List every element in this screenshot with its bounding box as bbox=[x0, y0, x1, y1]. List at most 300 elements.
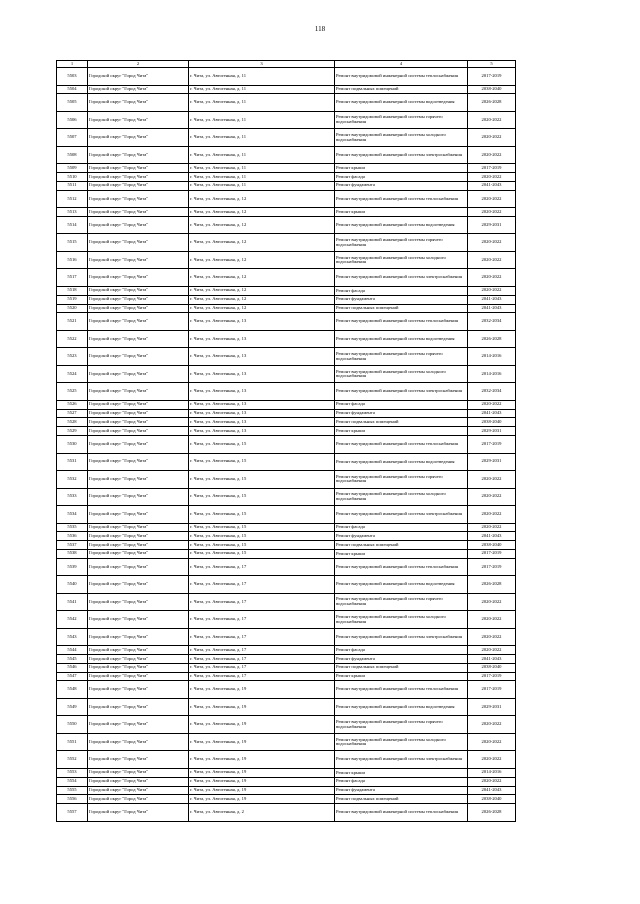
municipality-cell: Городской округ "Город Чита" bbox=[88, 427, 189, 436]
municipality-cell: Городской округ "Город Чита" bbox=[88, 646, 189, 655]
row-number-cell: 5509 bbox=[57, 164, 88, 173]
address-cell: г. Чита, ул. Автогенная, д. 11 bbox=[189, 94, 335, 112]
period-cell: 2020-2022 bbox=[468, 593, 516, 611]
work-type-cell: Ремонт внутридомовой инженерной системы электроснабжения bbox=[335, 628, 468, 646]
work-type-cell: Ремонт фундамента bbox=[335, 655, 468, 664]
table-row bbox=[57, 663, 516, 672]
period-cell: 2020-2022 bbox=[468, 129, 516, 147]
work-type-cell: Ремонт фундамента bbox=[335, 295, 468, 304]
row-number-cell: 5537 bbox=[57, 541, 88, 550]
period-cell: 2029-2031 bbox=[468, 216, 516, 234]
address-cell: г. Чита, ул. Автогенная, д. 12 bbox=[189, 208, 335, 217]
municipality-cell: Городской округ "Город Чита" bbox=[88, 777, 189, 786]
table-row bbox=[57, 681, 516, 699]
address-cell: г. Чита, ул. Автогенная, д. 17 bbox=[189, 611, 335, 629]
municipality-cell: Городской округ "Город Чита" bbox=[88, 655, 189, 664]
address-cell: г. Чита, ул. Автогенная, д. 12 bbox=[189, 216, 335, 234]
period-cell: 2020-2022 bbox=[468, 611, 516, 629]
address-cell: г. Чита, ул. Автогенная, д. 17 bbox=[189, 646, 335, 655]
header-cell-2: 2 bbox=[88, 61, 189, 68]
address-cell: г. Чита, ул. Автогенная, д. 15 bbox=[189, 506, 335, 524]
table-row bbox=[57, 286, 516, 295]
municipality-cell: Городской округ "Город Чита" bbox=[88, 365, 189, 383]
row-number-cell: 5547 bbox=[57, 672, 88, 681]
address-cell: г. Чита, ул. Автогенная, д. 17 bbox=[189, 628, 335, 646]
municipality-cell: Городской округ "Город Чита" bbox=[88, 576, 189, 594]
municipality-cell: Городской округ "Город Чита" bbox=[88, 751, 189, 769]
address-cell: г. Чита, ул. Автогенная, д. 19 bbox=[189, 733, 335, 751]
header-row bbox=[57, 61, 516, 68]
table-row bbox=[57, 786, 516, 795]
address-cell: г. Чита, ул. Автогенная, д. 19 bbox=[189, 681, 335, 699]
table-row bbox=[57, 94, 516, 112]
address-cell: г. Чита, ул. Автогенная, д. 19 bbox=[189, 786, 335, 795]
work-type-cell: Ремонт внутридомовой инженерной системы теплоснабжения bbox=[335, 68, 468, 86]
municipality-cell: Городской округ "Город Чита" bbox=[88, 628, 189, 646]
row-number-cell: 5527 bbox=[57, 409, 88, 418]
table-row bbox=[57, 549, 516, 558]
row-number-cell: 5554 bbox=[57, 777, 88, 786]
address-cell: г. Чита, ул. Автогенная, д. 11 bbox=[189, 164, 335, 173]
work-type-cell: Ремонт крыши bbox=[335, 208, 468, 217]
address-cell: г. Чита, ул. Автогенная, д. 19 bbox=[189, 751, 335, 769]
period-cell: 2029-2031 bbox=[468, 427, 516, 436]
capital-repair-table bbox=[56, 60, 516, 822]
period-cell: 2041-2043 bbox=[468, 304, 516, 313]
period-cell: 2026-2028 bbox=[468, 804, 516, 822]
municipality-cell: Городской округ "Город Чита" bbox=[88, 418, 189, 427]
period-cell: 2038-2040 bbox=[468, 795, 516, 804]
period-cell: 2038-2040 bbox=[468, 541, 516, 550]
municipality-cell: Городской округ "Город Чита" bbox=[88, 383, 189, 401]
period-cell: 2020-2022 bbox=[468, 111, 516, 129]
address-cell: г. Чита, ул. Автогенная, д. 17 bbox=[189, 663, 335, 672]
address-cell: г. Чита, ул. Автогенная, д. 15 bbox=[189, 523, 335, 532]
row-number-cell: 5510 bbox=[57, 173, 88, 182]
municipality-cell: Городской округ "Город Чита" bbox=[88, 400, 189, 409]
address-cell: г. Чита, ул. Автогенная, д. 15 bbox=[189, 436, 335, 454]
address-cell: г. Чита, ул. Автогенная, д. 13 bbox=[189, 418, 335, 427]
table-row bbox=[57, 576, 516, 594]
row-number-cell: 5548 bbox=[57, 681, 88, 699]
work-type-cell: Ремонт внутридомовой инженерной системы холодного водоснабжения bbox=[335, 733, 468, 751]
row-number-cell: 5507 bbox=[57, 129, 88, 147]
period-cell: 2020-2022 bbox=[468, 646, 516, 655]
table-row bbox=[57, 129, 516, 147]
period-cell: 2020-2022 bbox=[468, 716, 516, 734]
address-cell: г. Чита, ул. Автогенная, д. 2 bbox=[189, 804, 335, 822]
row-number-cell: 5551 bbox=[57, 733, 88, 751]
row-number-cell: 5519 bbox=[57, 295, 88, 304]
table-row bbox=[57, 146, 516, 164]
table-row bbox=[57, 400, 516, 409]
address-cell: г. Чита, ул. Автогенная, д. 17 bbox=[189, 593, 335, 611]
row-number-cell: 5528 bbox=[57, 418, 88, 427]
row-number-cell: 5531 bbox=[57, 453, 88, 471]
municipality-cell: Городской округ "Город Чита" bbox=[88, 234, 189, 252]
work-type-cell: Ремонт внутридомовой инженерной системы горячего водоснабжения bbox=[335, 348, 468, 366]
municipality-cell: Городской округ "Город Чита" bbox=[88, 164, 189, 173]
period-cell: 2020-2022 bbox=[468, 286, 516, 295]
address-cell: г. Чита, ул. Автогенная, д. 15 bbox=[189, 471, 335, 489]
work-type-cell: Ремонт фундамента bbox=[335, 532, 468, 541]
period-cell: 2020-2022 bbox=[468, 506, 516, 524]
municipality-cell: Городской округ "Город Чита" bbox=[88, 523, 189, 532]
row-number-cell: 5517 bbox=[57, 269, 88, 287]
row-number-cell: 5525 bbox=[57, 383, 88, 401]
work-type-cell: Ремонт подвальных помещений bbox=[335, 418, 468, 427]
work-type-cell: Ремонт внутридомовой инженерной системы теплоснабжения bbox=[335, 190, 468, 208]
address-cell: г. Чита, ул. Автогенная, д. 13 bbox=[189, 348, 335, 366]
municipality-cell: Городской округ "Город Чита" bbox=[88, 436, 189, 454]
address-cell: г. Чита, ул. Автогенная, д. 15 bbox=[189, 532, 335, 541]
work-type-cell: Ремонт фасада bbox=[335, 173, 468, 182]
address-cell: г. Чита, ул. Автогенная, д. 11 bbox=[189, 146, 335, 164]
period-cell: 2020-2022 bbox=[468, 488, 516, 506]
table-row bbox=[57, 418, 516, 427]
table-row bbox=[57, 427, 516, 436]
work-type-cell: Ремонт подвальных помещений bbox=[335, 795, 468, 804]
work-type-cell: Ремонт внутридомовой инженерной системы электроснабжения bbox=[335, 506, 468, 524]
municipality-cell: Городской округ "Город Чита" bbox=[88, 190, 189, 208]
work-type-cell: Ремонт крыши bbox=[335, 672, 468, 681]
period-cell: 2017-2019 bbox=[468, 164, 516, 173]
work-type-cell: Ремонт внутридомовой инженерной системы горячего водоснабжения bbox=[335, 111, 468, 129]
header-cell-1: 1 bbox=[57, 61, 88, 68]
municipality-cell: Городской округ "Город Чита" bbox=[88, 558, 189, 576]
table-row bbox=[57, 751, 516, 769]
work-type-cell: Ремонт крыши bbox=[335, 164, 468, 173]
municipality-cell: Городской округ "Город Чита" bbox=[88, 471, 189, 489]
municipality-cell: Городской округ "Город Чита" bbox=[88, 208, 189, 217]
period-cell: 2017-2019 bbox=[468, 558, 516, 576]
address-cell: г. Чита, ул. Автогенная, д. 12 bbox=[189, 269, 335, 287]
address-cell: г. Чита, ул. Автогенная, д. 17 bbox=[189, 576, 335, 594]
page-number: 118 bbox=[314, 25, 326, 33]
period-cell: 2020-2022 bbox=[468, 400, 516, 409]
table-row bbox=[57, 304, 516, 313]
header-cell-3: 3 bbox=[189, 61, 335, 68]
row-number-cell: 5508 bbox=[57, 146, 88, 164]
table-row bbox=[57, 216, 516, 234]
row-number-cell: 5512 bbox=[57, 190, 88, 208]
row-number-cell: 5536 bbox=[57, 532, 88, 541]
period-cell: 2020-2022 bbox=[468, 733, 516, 751]
municipality-cell: Городской округ "Город Чита" bbox=[88, 698, 189, 716]
row-number-cell: 5511 bbox=[57, 181, 88, 190]
row-number-cell: 5515 bbox=[57, 234, 88, 252]
address-cell: г. Чита, ул. Автогенная, д. 19 bbox=[189, 716, 335, 734]
work-type-cell: Ремонт подвальных помещений bbox=[335, 663, 468, 672]
municipality-cell: Городской округ "Город Чита" bbox=[88, 216, 189, 234]
address-cell: г. Чита, ул. Автогенная, д. 13 bbox=[189, 330, 335, 348]
period-cell: 2017-2019 bbox=[468, 681, 516, 699]
row-number-cell: 5504 bbox=[57, 85, 88, 94]
work-type-cell: Ремонт внутридомовой инженерной системы электроснабжения bbox=[335, 269, 468, 287]
municipality-cell: Городской округ "Город Чита" bbox=[88, 549, 189, 558]
period-cell: 2017-2019 bbox=[468, 436, 516, 454]
period-cell: 2020-2022 bbox=[468, 251, 516, 269]
table-row bbox=[57, 111, 516, 129]
work-type-cell: Ремонт крыши bbox=[335, 768, 468, 777]
municipality-cell: Городской округ "Город Чита" bbox=[88, 94, 189, 112]
address-cell: г. Чита, ул. Автогенная, д. 15 bbox=[189, 488, 335, 506]
work-type-cell: Ремонт внутридомовой инженерной системы теплоснабжения bbox=[335, 313, 468, 331]
table-row bbox=[57, 646, 516, 655]
table-row bbox=[57, 523, 516, 532]
period-cell: 2038-2040 bbox=[468, 418, 516, 427]
municipality-cell: Городской округ "Город Чита" bbox=[88, 348, 189, 366]
period-cell: 2020-2022 bbox=[468, 234, 516, 252]
work-type-cell: Ремонт внутридомовой инженерной системы водоотведения bbox=[335, 576, 468, 594]
row-number-cell: 5545 bbox=[57, 655, 88, 664]
period-cell: 2017-2019 bbox=[468, 68, 516, 86]
table-row bbox=[57, 593, 516, 611]
row-number-cell: 5549 bbox=[57, 698, 88, 716]
table-row bbox=[57, 541, 516, 550]
row-number-cell: 5544 bbox=[57, 646, 88, 655]
row-number-cell: 5552 bbox=[57, 751, 88, 769]
table-row bbox=[57, 365, 516, 383]
period-cell: 2029-2031 bbox=[468, 698, 516, 716]
work-type-cell: Ремонт крыши bbox=[335, 427, 468, 436]
period-cell: 2041-2043 bbox=[468, 409, 516, 418]
row-number-cell: 5526 bbox=[57, 400, 88, 409]
address-cell: г. Чита, ул. Автогенная, д. 11 bbox=[189, 129, 335, 147]
municipality-cell: Городской округ "Город Чита" bbox=[88, 488, 189, 506]
work-type-cell: Ремонт внутридомовой инженерной системы водоотведения bbox=[335, 330, 468, 348]
row-number-cell: 5543 bbox=[57, 628, 88, 646]
row-number-cell: 5538 bbox=[57, 549, 88, 558]
municipality-cell: Городской округ "Город Чита" bbox=[88, 85, 189, 94]
table-row bbox=[57, 628, 516, 646]
period-cell: 2032-2034 bbox=[468, 383, 516, 401]
work-type-cell: Ремонт фасада bbox=[335, 286, 468, 295]
municipality-cell: Городской округ "Город Чита" bbox=[88, 663, 189, 672]
address-cell: г. Чита, ул. Автогенная, д. 12 bbox=[189, 190, 335, 208]
work-type-cell: Ремонт внутридомовой инженерной системы холодного водоснабжения bbox=[335, 611, 468, 629]
row-number-cell: 5556 bbox=[57, 795, 88, 804]
period-cell: 2026-2028 bbox=[468, 94, 516, 112]
work-type-cell: Ремонт фундамента bbox=[335, 409, 468, 418]
municipality-cell: Городской округ "Город Чита" bbox=[88, 506, 189, 524]
row-number-cell: 5541 bbox=[57, 593, 88, 611]
period-cell: 2020-2022 bbox=[468, 523, 516, 532]
address-cell: г. Чита, ул. Автогенная, д. 19 bbox=[189, 777, 335, 786]
work-type-cell: Ремонт фасада bbox=[335, 523, 468, 532]
period-cell: 2041-2043 bbox=[468, 532, 516, 541]
table-row bbox=[57, 251, 516, 269]
table-row bbox=[57, 234, 516, 252]
row-number-cell: 5540 bbox=[57, 576, 88, 594]
work-type-cell: Ремонт внутридомовой инженерной системы горячего водоснабжения bbox=[335, 593, 468, 611]
row-number-cell: 5518 bbox=[57, 286, 88, 295]
period-cell: 2014-2016 bbox=[468, 348, 516, 366]
header-cell-5: 5 bbox=[468, 61, 516, 68]
work-type-cell: Ремонт внутридомовой инженерной системы холодного водоснабжения bbox=[335, 129, 468, 147]
municipality-cell: Городской округ "Город Чита" bbox=[88, 593, 189, 611]
municipality-cell: Городской округ "Город Чита" bbox=[88, 251, 189, 269]
municipality-cell: Городской округ "Город Чита" bbox=[88, 541, 189, 550]
address-cell: г. Чита, ул. Автогенная, д. 11 bbox=[189, 111, 335, 129]
work-type-cell: Ремонт внутридомовой инженерной системы горячего водоснабжения bbox=[335, 234, 468, 252]
table-row bbox=[57, 733, 516, 751]
work-type-cell: Ремонт внутридомовой инженерной системы электроснабжения bbox=[335, 383, 468, 401]
address-cell: г. Чита, ул. Автогенная, д. 12 bbox=[189, 286, 335, 295]
table-row bbox=[57, 532, 516, 541]
period-cell: 2020-2022 bbox=[468, 777, 516, 786]
row-number-cell: 5524 bbox=[57, 365, 88, 383]
row-number-cell: 5550 bbox=[57, 716, 88, 734]
table-row bbox=[57, 269, 516, 287]
row-number-cell: 5505 bbox=[57, 94, 88, 112]
row-number-cell: 5539 bbox=[57, 558, 88, 576]
work-type-cell: Ремонт внутридомовой инженерной системы водоотведения bbox=[335, 453, 468, 471]
table-body bbox=[57, 61, 516, 822]
row-number-cell: 5503 bbox=[57, 68, 88, 86]
address-cell: г. Чита, ул. Автогенная, д. 15 bbox=[189, 549, 335, 558]
row-number-cell: 5542 bbox=[57, 611, 88, 629]
address-cell: г. Чита, ул. Автогенная, д. 13 bbox=[189, 313, 335, 331]
table-row bbox=[57, 164, 516, 173]
row-number-cell: 5523 bbox=[57, 348, 88, 366]
table-row bbox=[57, 208, 516, 217]
municipality-cell: Городской округ "Город Чита" bbox=[88, 532, 189, 541]
period-cell: 2038-2040 bbox=[468, 663, 516, 672]
period-cell: 2041-2043 bbox=[468, 786, 516, 795]
period-cell: 2041-2043 bbox=[468, 181, 516, 190]
work-type-cell: Ремонт фундамента bbox=[335, 786, 468, 795]
work-type-cell: Ремонт внутридомовой инженерной системы горячего водоснабжения bbox=[335, 716, 468, 734]
period-cell: 2029-2031 bbox=[468, 453, 516, 471]
period-cell: 2020-2022 bbox=[468, 269, 516, 287]
row-number-cell: 5521 bbox=[57, 313, 88, 331]
row-number-cell: 5513 bbox=[57, 208, 88, 217]
period-cell: 2014-2016 bbox=[468, 365, 516, 383]
period-cell: 2020-2022 bbox=[468, 471, 516, 489]
address-cell: г. Чита, ул. Автогенная, д. 17 bbox=[189, 672, 335, 681]
municipality-cell: Городской округ "Город Чита" bbox=[88, 681, 189, 699]
table-row bbox=[57, 488, 516, 506]
row-number-cell: 5506 bbox=[57, 111, 88, 129]
work-type-cell: Ремонт внутридомовой инженерной системы холодного водоснабжения bbox=[335, 488, 468, 506]
municipality-cell: Городской округ "Город Чита" bbox=[88, 330, 189, 348]
table-row bbox=[57, 655, 516, 664]
municipality-cell: Городской округ "Город Чита" bbox=[88, 795, 189, 804]
municipality-cell: Городской округ "Город Чита" bbox=[88, 409, 189, 418]
work-type-cell: Ремонт подвальных помещений bbox=[335, 85, 468, 94]
row-number-cell: 5557 bbox=[57, 804, 88, 822]
period-cell: 2020-2022 bbox=[468, 190, 516, 208]
address-cell: г. Чита, ул. Автогенная, д. 11 bbox=[189, 68, 335, 86]
table-row bbox=[57, 383, 516, 401]
work-type-cell: Ремонт внутридомовой инженерной системы водоотведения bbox=[335, 94, 468, 112]
work-type-cell: Ремонт внутридомовой инженерной системы теплоснабжения bbox=[335, 681, 468, 699]
municipality-cell: Городской округ "Город Чита" bbox=[88, 146, 189, 164]
address-cell: г. Чита, ул. Автогенная, д. 17 bbox=[189, 558, 335, 576]
address-cell: г. Чита, ул. Автогенная, д. 13 bbox=[189, 409, 335, 418]
work-type-cell: Ремонт фундамента bbox=[335, 181, 468, 190]
municipality-cell: Городской округ "Город Чита" bbox=[88, 768, 189, 777]
period-cell: 2017-2019 bbox=[468, 549, 516, 558]
table-row bbox=[57, 506, 516, 524]
row-number-cell: 5522 bbox=[57, 330, 88, 348]
address-cell: г. Чита, ул. Автогенная, д. 19 bbox=[189, 698, 335, 716]
work-type-cell: Ремонт внутридомовой инженерной системы горячего водоснабжения bbox=[335, 471, 468, 489]
table-row bbox=[57, 777, 516, 786]
work-type-cell: Ремонт внутридомовой инженерной системы электроснабжения bbox=[335, 146, 468, 164]
table-row bbox=[57, 330, 516, 348]
address-cell: г. Чита, ул. Автогенная, д. 19 bbox=[189, 795, 335, 804]
period-cell: 2020-2022 bbox=[468, 173, 516, 182]
table-row bbox=[57, 453, 516, 471]
address-cell: г. Чита, ул. Автогенная, д. 19 bbox=[189, 768, 335, 777]
municipality-cell: Городской округ "Город Чита" bbox=[88, 804, 189, 822]
table-row bbox=[57, 698, 516, 716]
municipality-cell: Городской округ "Город Чита" bbox=[88, 286, 189, 295]
municipality-cell: Городской округ "Город Чита" bbox=[88, 453, 189, 471]
table-row bbox=[57, 768, 516, 777]
address-cell: г. Чита, ул. Автогенная, д. 13 bbox=[189, 383, 335, 401]
table-row bbox=[57, 672, 516, 681]
table-row bbox=[57, 295, 516, 304]
table-row bbox=[57, 190, 516, 208]
header-cell-4: 4 bbox=[335, 61, 468, 68]
table-row bbox=[57, 348, 516, 366]
municipality-cell: Городской округ "Город Чита" bbox=[88, 129, 189, 147]
work-type-cell: Ремонт внутридомовой инженерной системы теплоснабжения bbox=[335, 436, 468, 454]
period-cell: 2041-2043 bbox=[468, 655, 516, 664]
table-row bbox=[57, 85, 516, 94]
table-row bbox=[57, 181, 516, 190]
work-type-cell: Ремонт внутридомовой инженерной системы теплоснабжения bbox=[335, 804, 468, 822]
work-type-cell: Ремонт фасада bbox=[335, 646, 468, 655]
table-row bbox=[57, 68, 516, 86]
table-row bbox=[57, 173, 516, 182]
table-row bbox=[57, 795, 516, 804]
row-number-cell: 5535 bbox=[57, 523, 88, 532]
work-type-cell: Ремонт подвальных помещений bbox=[335, 304, 468, 313]
address-cell: г. Чита, ул. Автогенная, д. 13 bbox=[189, 365, 335, 383]
row-number-cell: 5516 bbox=[57, 251, 88, 269]
row-number-cell: 5546 bbox=[57, 663, 88, 672]
period-cell: 2038-2040 bbox=[468, 85, 516, 94]
period-cell: 2020-2022 bbox=[468, 146, 516, 164]
row-number-cell: 5529 bbox=[57, 427, 88, 436]
address-cell: г. Чита, ул. Автогенная, д. 13 bbox=[189, 427, 335, 436]
table-row bbox=[57, 471, 516, 489]
period-cell: 2020-2022 bbox=[468, 628, 516, 646]
period-cell: 2020-2022 bbox=[468, 208, 516, 217]
municipality-cell: Городской округ "Город Чита" bbox=[88, 716, 189, 734]
table-row bbox=[57, 436, 516, 454]
period-cell: 2041-2043 bbox=[468, 295, 516, 304]
address-cell: г. Чита, ул. Автогенная, д. 12 bbox=[189, 251, 335, 269]
row-number-cell: 5553 bbox=[57, 768, 88, 777]
table-row bbox=[57, 313, 516, 331]
row-number-cell: 5533 bbox=[57, 488, 88, 506]
period-cell: 2017-2019 bbox=[468, 672, 516, 681]
row-number-cell: 5534 bbox=[57, 506, 88, 524]
municipality-cell: Городской округ "Город Чита" bbox=[88, 672, 189, 681]
table-row bbox=[57, 716, 516, 734]
work-type-cell: Ремонт фасада bbox=[335, 777, 468, 786]
municipality-cell: Городской округ "Город Чита" bbox=[88, 111, 189, 129]
work-type-cell: Ремонт внутридомовой инженерной системы холодного водоснабжения bbox=[335, 251, 468, 269]
address-cell: г. Чита, ул. Автогенная, д. 12 bbox=[189, 295, 335, 304]
row-number-cell: 5514 bbox=[57, 216, 88, 234]
municipality-cell: Городской округ "Город Чита" bbox=[88, 304, 189, 313]
